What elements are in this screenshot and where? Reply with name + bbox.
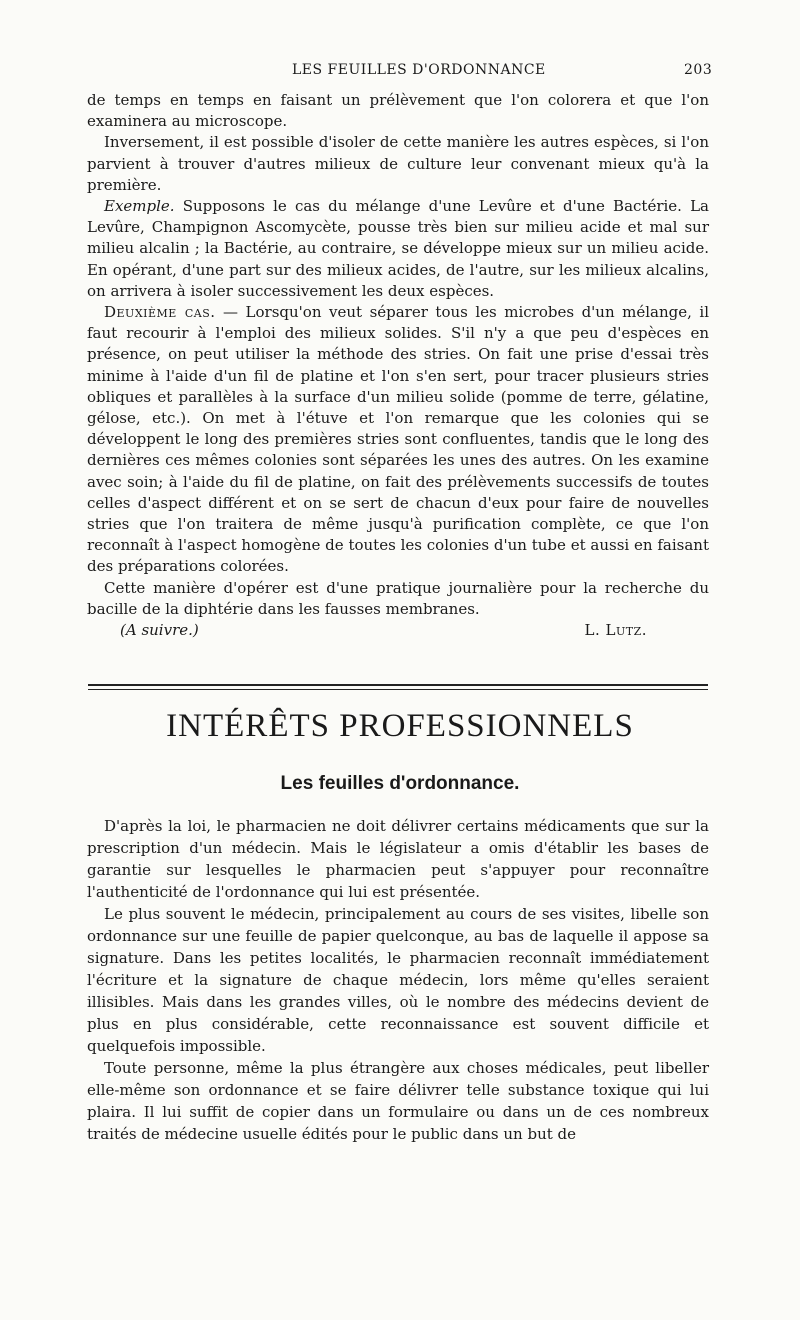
- paragraph: D'après la loi, le pharmacien ne doit délivrer certains médicaments que sur la prescription d'un médecin. Mais le législateur a omis d'établir les bases de garantie sur lesquelles le pharmacien peut s'appuyer pour reconnaître l'authenticité de l'ordonnance qui lui est présentée.: [87, 817, 709, 901]
- paragraph: Inversement, il est possible d'isoler de cette manière les autres espèces, si l'on parvient à trouver d'autres milieux de culture leur convenant mieux qu'à la première.: [87, 133, 709, 194]
- article-title: Les feuilles d'ordonnance.: [280, 773, 520, 794]
- paragraph: de temps en temps en faisant un prélèvement que l'on colorera et que l'on examinera au microscope.: [87, 91, 709, 131]
- section-divider: [88, 689, 708, 690]
- running-head: [0, 62, 800, 82]
- section-title: INTÉRÊTS PROFESSIONNELS: [166, 708, 634, 744]
- paragraph: Cette manière d'opérer est d'une pratique journalière pour la recherche du bacille de la diphtérie dans les fausses membranes.: [87, 578, 709, 618]
- second-case-label: Deuxième cas.: [104, 303, 216, 322]
- running-title: LES FEUILLES D'ORDONNANCE: [292, 62, 546, 78]
- example-paragraph: [87, 196, 709, 302]
- previous-article-body: [87, 90, 709, 641]
- example-text: Supposons le cas du mélange d'une Levûre et d'une Bactérie. La Levûre, Champignon Ascomycète, pousse très bien sur milieu acide et mal sur milieu alcalin ; la Bactérie, au contraire, se développe mieux sur un milieu acide. En opérant, d'une part sur des milieux acides, de l'autre, sur les milieux alcalins, on arrivera à isoler successivement les deux espèces.: [87, 197, 709, 300]
- article-body: [87, 815, 709, 1145]
- example-label: Exemple.: [104, 197, 175, 216]
- paragraph: Le plus souvent le médecin, principalement au cours de ses visites, libelle son ordonnance sur une feuille de papier quelconque, au bas de laquelle il appose sa signature. Dans les petites localités, le pharmacien reconnaît immédiatement l'écriture et la signature de chaque médecin, lors même qu'elles seraient illisibles. Mais dans les grandes villes, où le nombre des médecins devient de plus en plus considérable, cette reconnaissance est souvent difficile et quelquefois impossible.: [87, 905, 709, 1055]
- second-case-paragraph: [87, 302, 709, 578]
- paragraph: Toute personne, même la plus étrangère aux choses médicales, peut libeller elle-même son ordonnance et se faire délivrer telle substance toxique qui lui plaira. Il lui suffit de copier dans un formulaire ou dans un de ces nombreux traités de médecine usuelle édités pour le public dans un but de: [87, 1059, 709, 1143]
- signoff: [87, 620, 709, 641]
- section-divider: [88, 684, 708, 686]
- continuation-note: (A suivre.): [120, 621, 199, 640]
- second-case-text: — Lorsqu'on veut séparer tous les microbes d'un mélange, il faut recourir à l'emploi des milieux solides. S'il n'y a que peu d'espèces en présence, on peut utiliser la méthode des stries. On fait une prise d'essai très minime à l'aide d'un fil de platine et l'on s'en sert, pour tracer plusieurs stries obliques et parallèles à la surface d'un milieu solide (pomme de terre, gélatine, gélose, etc.). On met à l'étuve et l'on remarque que les colonies qui se développent le long des premières stries sont confluentes, tandis que le long des dernières ces mêmes colonies sont séparées les unes des autres. On les examine avec soin; à l'aide du fil de platine, on fait des prélèvements successifs de toutes celles d'aspect différent et on se sert de chacun d'eux pour faire de nouvelles stries que l'on traitera de même jusqu'à purification complète, ce que l'on reconnaît à l'aspect homogène de toutes les colonies d'un tube et aussi en faisant des préparations colorées.: [87, 303, 709, 576]
- page-number: 203: [684, 62, 713, 78]
- author-name: L. Lutz.: [584, 621, 647, 640]
